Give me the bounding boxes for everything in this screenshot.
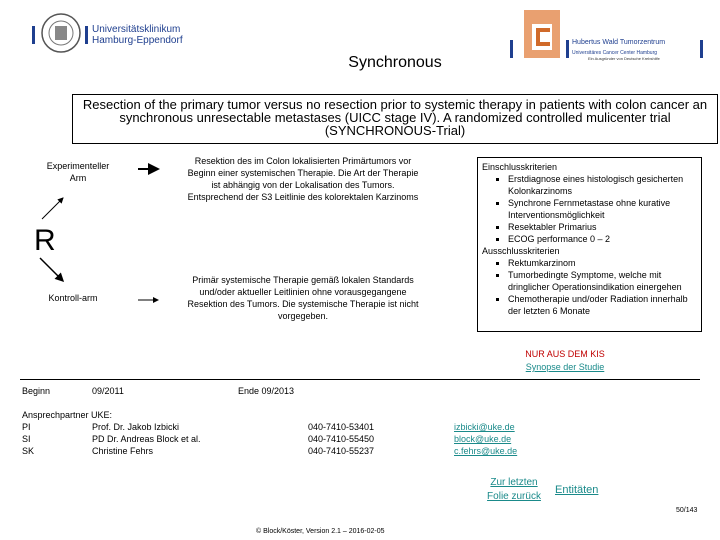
- exclusion-item: ▪ Chemotherapie und/oder Radiation innerhalb der letzten 6 Monate: [508, 293, 697, 317]
- contact-email[interactable]: block@uke.de: [454, 434, 512, 444]
- exclusion-item: ▪ Tumorbedingte Symptome, welche mit dringlicher Operationsindikation einergehen: [508, 269, 697, 293]
- contact-role: SK: [22, 446, 35, 456]
- control-arm-label: Kontroll-arm: [48, 293, 98, 303]
- tumorzentrum-logo: [510, 10, 715, 65]
- begin-label: Beginn: [22, 386, 51, 396]
- page-number: 50/143: [676, 507, 698, 514]
- contact-role: SI: [22, 434, 31, 444]
- uke-logo-line1: Universitätsklinikum: [92, 24, 181, 35]
- arrow-down-icon: [40, 258, 63, 281]
- exclusion-item: ▪ Rektumkarzinom: [508, 257, 697, 269]
- back-link-line2[interactable]: Folie zurück: [487, 491, 541, 502]
- contacts-title: Ansprechpartner UKE:: [22, 410, 113, 420]
- page-title: Synchronous: [348, 54, 442, 71]
- inclusion-item: ▪ ECOG performance 0 – 2: [508, 233, 697, 245]
- tz-logo-line2: Universitäres Cancer Center Hamburg: [572, 50, 658, 56]
- contact-phone: 040-7410-55237: [308, 446, 375, 456]
- synopsis-link[interactable]: Synopse der Studie: [525, 362, 605, 372]
- criteria-box: [477, 157, 702, 332]
- experimental-arm-label: Experimenteller Arm: [46, 161, 110, 183]
- copyright: © Block/Köster, Version 2.1 – 2016-02-05: [256, 528, 385, 535]
- contact-email[interactable]: c.fehrs@uke.de: [454, 446, 518, 456]
- entities-link[interactable]: Entitäten: [555, 484, 599, 496]
- inclusion-item: ▪ Resektabler Primarius: [508, 221, 697, 233]
- tz-logo-line1: Hubertus Wald Tumorzentrum: [572, 39, 666, 46]
- experimental-arm-text: Resektion des im Colon lokalisierten Primärtumors vor Beginn einer systemischen Therapie. Die Art der Therapie ist abhängig von der Lokalisation des Tumors. Entsprechend der S3 Leitlinie des kolorektalen Karzinoms: [187, 156, 419, 202]
- cc-logo-icon: [524, 10, 560, 58]
- divider: [20, 379, 700, 380]
- begin-date: 09/2011: [92, 386, 124, 396]
- control-arm-text: Primär systemische Therapie gemäß lokalen Standards und/oder aktueller Leitlinien ohne vorausgegangene Resektion des Tumors. Die systemische Therapie ist nicht vorgegeben.: [187, 275, 419, 321]
- study-title: Resection of the primary tumor versus no resection prior to systemic therapy in patients with colon cancer an synchronous unresectable metastases (UICC stage IV). A randomized controlled mulicenter trial (SYNCHRONOUS-Trial): [72, 94, 718, 144]
- contact-phone: 040-7410-53401: [308, 422, 375, 432]
- contact-role: PI: [22, 422, 31, 432]
- contact-name: Prof. Dr. Jakob Izbicki: [92, 422, 180, 432]
- exclusion-title: Ausschlusskriterien: [482, 246, 560, 256]
- randomization-label: R: [34, 224, 56, 257]
- tz-logo-sub: Ein Ausgründer von Deutsche Krebshilfe: [588, 56, 660, 61]
- arrow-up-icon: [42, 198, 63, 219]
- inclusion-item: ▪ Synchrone Fernmetastase ohne kurative Interventionsmöglichkeit: [508, 197, 697, 221]
- contact-name: PD Dr. Andreas Block et al.: [92, 434, 201, 444]
- uke-seal-icon: [40, 12, 82, 54]
- uke-logo-line2: Hamburg-Eppendorf: [92, 35, 183, 46]
- back-link-line1[interactable]: Zur letzten: [490, 477, 538, 488]
- end-date: Ende 09/2013: [238, 386, 295, 396]
- inclusion-title: Einschlusskriterien: [482, 162, 558, 172]
- kis-notice: NUR AUS DEM KIS: [525, 349, 605, 359]
- contact-email[interactable]: izbicki@uke.de: [454, 422, 515, 432]
- contact-name: Christine Fehrs: [92, 446, 154, 456]
- inclusion-item: ▪ Erstdiagnose eines histologisch gesicherten Kolonkarzinoms: [508, 173, 697, 197]
- contact-phone: 040-7410-55450: [308, 434, 375, 444]
